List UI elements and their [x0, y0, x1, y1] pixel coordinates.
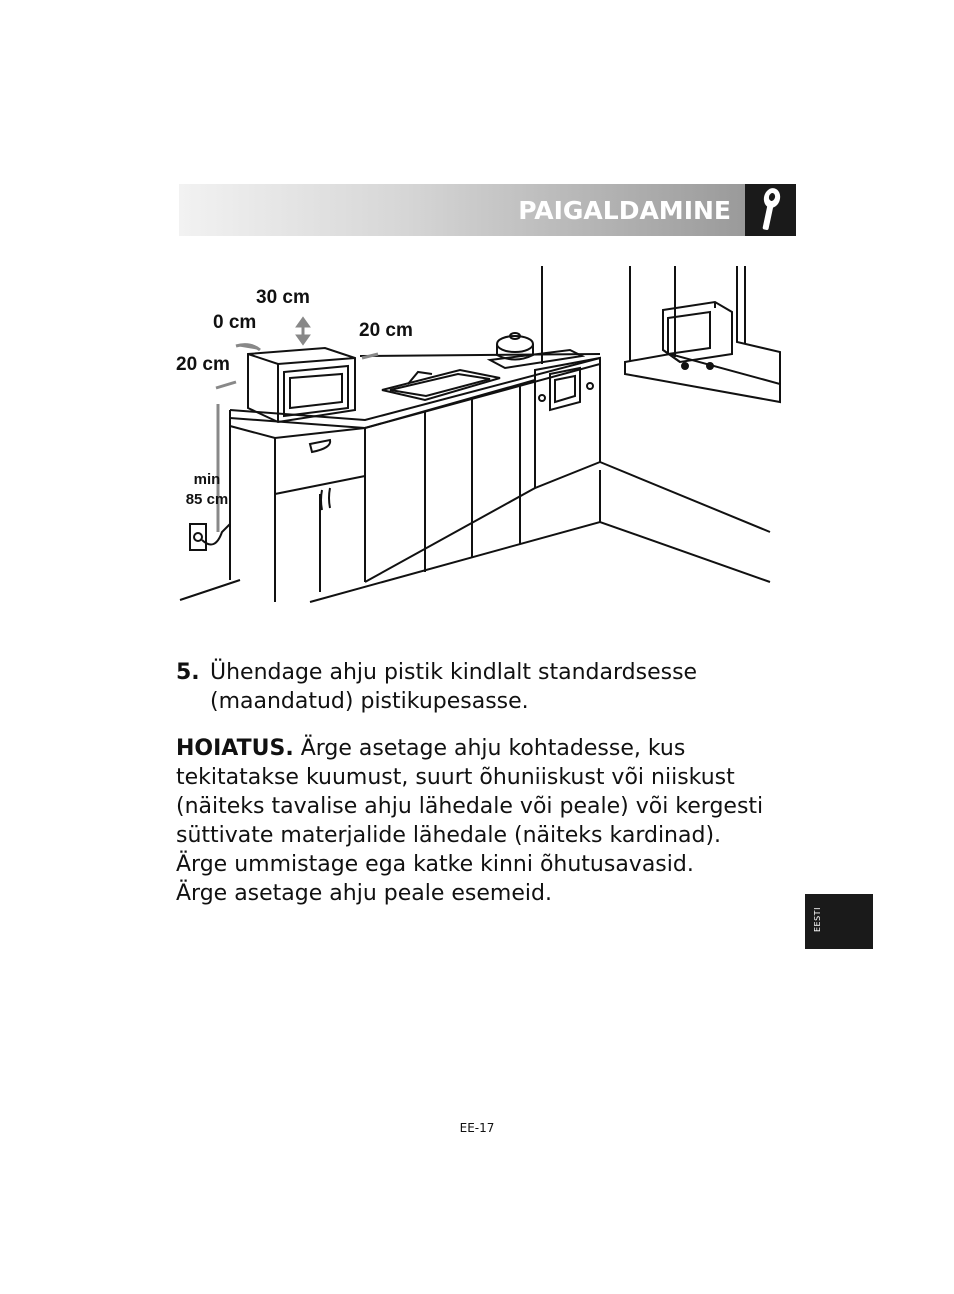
warning-label: HOIATUS.: [176, 736, 294, 761]
section-title: PAIGALDAMINE: [518, 196, 731, 225]
page-number: EE-17: [459, 1121, 495, 1135]
min-height-line2: 85 cm: [185, 491, 229, 508]
section-header: [179, 184, 745, 236]
language-tab-label: EESTI: [813, 907, 822, 932]
language-tab: [805, 894, 873, 949]
warning-block: [176, 734, 796, 908]
step-text: Ühendage ahju pistik kindlalt standardsesse (maandatud) pistikupesasse.: [210, 660, 698, 714]
back-clearance-label: 0 cm: [213, 312, 257, 333]
warning-text: Ärge asetage ahju kohtadesse, kus tekitatakse kuumust, suurt õhuniiskust või niiskust (näiteks tavalise ahju lähedale või peale) või kergesti süttivate materjalide lähedale (näiteks kardinad).: [176, 736, 764, 848]
installation-illustration: [170, 262, 790, 612]
step-5: [176, 658, 796, 716]
step-number: 5.: [176, 660, 200, 685]
warning-paragraph: [176, 734, 796, 850]
min-height-label: [182, 470, 232, 510]
top-clearance-label: 30 cm: [256, 287, 310, 308]
min-height-line1: min: [193, 471, 221, 488]
warning-line-2: Ärge ummistage ega katke kinni õhutusavasid.: [176, 852, 694, 877]
warning-line-3: Ärge asetage ahju peale esemeid.: [176, 881, 552, 906]
left-clearance-label: 20 cm: [176, 354, 230, 375]
right-clearance-label: 20 cm: [359, 320, 413, 341]
wrench-icon: [745, 184, 796, 236]
